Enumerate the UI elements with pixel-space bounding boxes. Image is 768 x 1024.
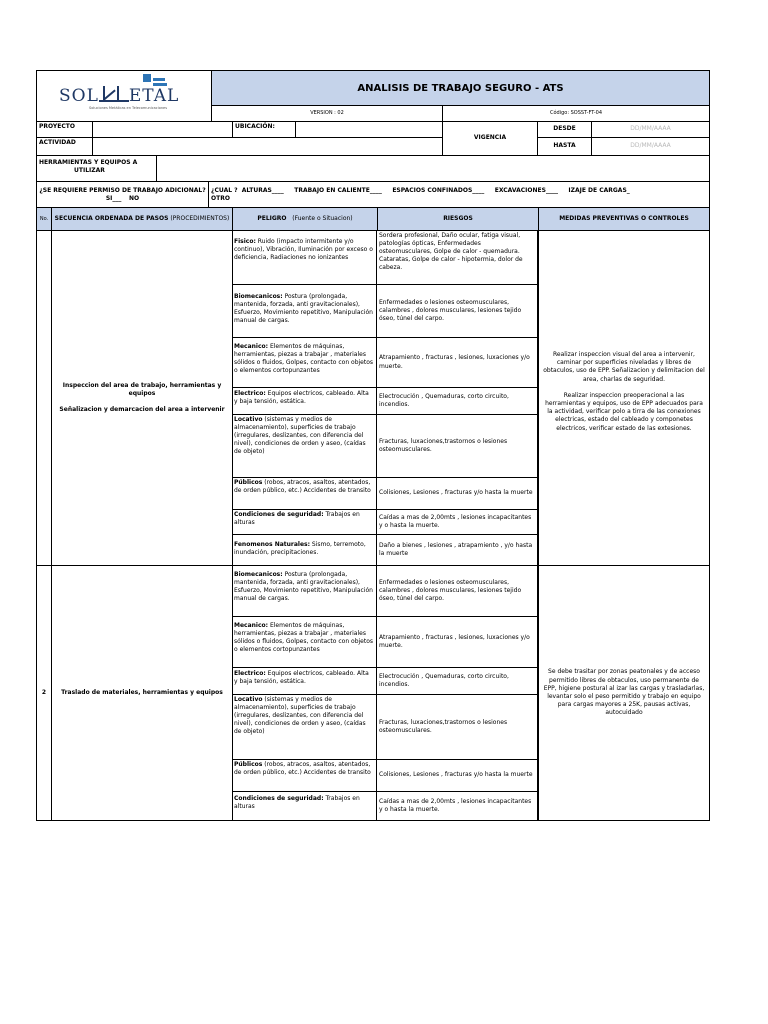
actividad-field[interactable]: [92, 137, 443, 156]
step-2-risk-biomecanico: Enfermedades o lesiones osteomusculares, calambres , dolores musculares, lesiones tejido óseo, túnel del carpo.: [377, 566, 538, 617]
logo-cell: [36, 70, 212, 122]
permiso-types-line[interactable]: ¿CUAL ? ALTURAS____ TRABAJO EN CALIENTE____ ESPACIOS CONFINADOS____ EXCAVACIONES____ IZAJE DE CARGAS_: [211, 187, 630, 194]
logo-tagline: Soluciones Metálicas en Telecomunicaciones: [89, 106, 168, 110]
step-1-hazard-publicos: Públicos (robos, atracos, asaltos, atentados, de orden público, etc.) Accidentes de transito: [232, 478, 377, 510]
permiso-no-option[interactable]: NO: [129, 195, 140, 203]
step-2-risk-electrico: Electrocución , Quemaduras, corto circuito, incendios.: [377, 668, 538, 695]
company-logo: [59, 74, 199, 119]
permiso-cual-cell: [208, 181, 710, 208]
step-1-hazard-electrico: Electrico: Equipos electricos, cableado. Alta y baja tensión, estática.: [232, 388, 377, 415]
step-2-risk-mecanico: Atrapamiento , fracturas , lesiones, luxaciones y/o muerte.: [377, 617, 538, 668]
step-1-sequence: Inspeccion del area de trabajo, herramientas y equipos Señalizacion y demarcacion del area a intervenir: [51, 230, 233, 566]
step-1-hazard-locativo: Locativo (sistemas y medios de almacenamiento), superficies de trabajo (irregulares, deslizantes, con diferencia del nivel), condiciones de orden y aseo, (caídas de objeto): [232, 415, 377, 478]
desde-label: DESDE: [537, 121, 592, 138]
step-1-risk-seguridad: Caídas a mas de 2,00mts , lesiones incapacitantes y o hasta la muerte.: [377, 510, 538, 535]
step-2-hazard-biomecanico: Biomecanicos: Postura (prolongada, mantenida, forzada, anti gravitacionales), Esfuerzo, Movimiento repetitivo, Manipulación manual de cargas.: [232, 566, 377, 617]
col-header-secuencia: SECUENCIA ORDENADA DE PASOS (PROCEDIMIENTOS): [51, 207, 233, 231]
col-header-riesgos: RIESGOS: [377, 207, 539, 231]
form-code: Código: SOSST-FT-04: [442, 105, 710, 122]
form-title: ANALISIS DE TRABAJO SEGURO - ATS: [211, 70, 710, 106]
step-2-hazard-electrico: Electrico: Equipos electricos, cableado. Alta y baja tensión, estática.: [232, 668, 377, 695]
actividad-label: ACTIVIDAD: [36, 137, 93, 156]
step-2-measures: Se debe trasitar por zonas peatonales y de acceso permitido libres de obtaculos, uso permanente de EPP, higiene postural al izar las cargas y trasladarlas, levantar solo el peso permitido y trabajo en equipo para cargas mayores a 25K, pausas activas, autocuidado: [538, 565, 710, 821]
form-version: VERSION : 02: [211, 105, 443, 122]
desde-date-field[interactable]: DD/MM/AAAA: [591, 121, 710, 138]
step-2-risk-locativo: Fracturas, luxaciones,trastornos o lesiones osteomusculares.: [377, 695, 538, 760]
step-1-risk-publicos: Colisiones, Lesiones , fracturas y/o hasta la muerte: [377, 478, 538, 510]
step-2-hazard-publicos: Públicos (robos, atracos, asaltos, atentados, de orden público, etc.) Accidentes de transito: [232, 760, 377, 792]
step-1-measures: Realizar inspeccion visual del area a intervenir, caminar por superficies niveladas y libres de obtaculos, uso de EPP. Señalizacion y delimitacion del area, charlas de seguridad. Realizar inspeccion preoperacional a las herramientas y equipos, uso de EPP adecuados para la actividad, verificar polo a tirra de las conexiones electricas, estado del cableado y componetes electricos, verificar estado de las extesiones.: [538, 230, 710, 566]
step-1-hazard-biomecanico: Biomecanicos: Postura (prolongada, mantenida, forzada, anti gravitacionales), Esfuerzo, Movimiento repetitivo, Manipulación manual de cargas.: [232, 285, 377, 338]
step-2-number: 2: [36, 565, 52, 821]
step-1-risk-biomecanico: Enfermedades o lesiones osteomusculares, calambres , dolores musculares, lesiones tejido óseo, túnel del carpo.: [377, 285, 538, 338]
step-1-number: [36, 230, 52, 566]
ubicacion-label: UBICACIÓN:: [232, 121, 296, 138]
hasta-date-field[interactable]: DD/MM/AAAA: [591, 137, 710, 156]
logo-wordmark: SOL ETAL: [59, 86, 180, 106]
step-2-hazard-seguridad: Condiciones de seguridad: Trabajos en alturas: [232, 792, 377, 821]
step-1-risk-electrico: Electrocución , Quemaduras, corto circuito, incendios.: [377, 388, 538, 415]
col-header-no: No.: [36, 207, 52, 231]
step-1-hazard-seguridad: Condiciones de seguridad: Trabajos en alturas: [232, 510, 377, 535]
permiso-question-cell: ¿SE REQUIERE PERMISO DE TRABAJO ADICIONAL? SI___ NO: [36, 181, 209, 208]
permiso-si-option[interactable]: SI___: [105, 195, 122, 203]
otro-label: OTRO: [211, 195, 230, 203]
step-2-risk-publicos: Colisiones, Lesiones , fracturas y/o hasta la muerte: [377, 760, 538, 792]
vigencia-label: VIGENCIA: [442, 121, 538, 156]
step-1-hazard-mecanico: Mecanico: Elementos de máquinas, herramientas, piezas a trabajar , materiales sólidos o fluidos, Golpes, contacto con objetos o elementos cortopunzantes: [232, 338, 377, 388]
step-1-risk-naturales: Daño a bienes , lesiones , atrapamiento , y/o hasta la muerte: [377, 535, 538, 566]
step-1-hazard-fisico: Fisico: Ruido (impacto intermitente y/o continuo), Vibración, Iluminación por exceso o deficiencia, Radiaciones no ionizantes: [232, 231, 377, 285]
herramientas-label: HERRAMIENTAS Y EQUIPOS A UTILIZAR: [36, 155, 157, 182]
step-1-risk-mecanico: Atrapamiento , fracturas , lesiones, luxaciones y/o muerte.: [377, 338, 538, 388]
proyecto-label: PROYECTO: [36, 121, 93, 138]
proyecto-field[interactable]: [92, 121, 233, 138]
ats-form: [36, 70, 710, 821]
col-header-peligro: PELIGRO (Fuente o Situacion): [232, 207, 378, 231]
step-2-hazard-locativo: Locativo (sistemas y medios de almacenamiento), superficies de trabajo (irregulares, deslizantes, con diferencia del nivel), condiciones de orden y aseo, (caídas de objeto): [232, 695, 377, 760]
hasta-label: HASTA: [537, 137, 592, 156]
col-header-medidas: MEDIDAS PREVENTIVAS O CONTROLES: [538, 207, 710, 231]
herramientas-field[interactable]: [156, 155, 710, 182]
step-2-hazard-mecanico: Mecanico: Elementos de máquinas, herramientas, piezas a trabajar , materiales sólidos o fluidos, Golpes, contacto con objetos o elementos cortopunzantes: [232, 617, 377, 668]
ubicacion-field[interactable]: [295, 121, 443, 138]
step-1-risk-fisico: Sordera profesional, Daño ocular, fatiga visual, patologías ópticas, Enfermedades osteomusculares, Golpe de calor - quemadura. Cataratas, Golpe de calor - hipotermia, dolor de cabeza.: [377, 231, 538, 285]
step-2-risk-seguridad: Caídas a mas de 2,00mts , lesiones incapacitantes y o hasta la muerte.: [377, 792, 538, 821]
step-1-risk-locativo: Fracturas, luxaciones,trastornos o lesiones osteomusculares.: [377, 415, 538, 478]
step-1-hazard-naturales: Fenomenos Naturales: Sismo, terremoto, inundación, precipitaciones.: [232, 535, 377, 566]
step-2-sequence: Traslado de materiales, herramientas y equipos: [51, 565, 233, 821]
